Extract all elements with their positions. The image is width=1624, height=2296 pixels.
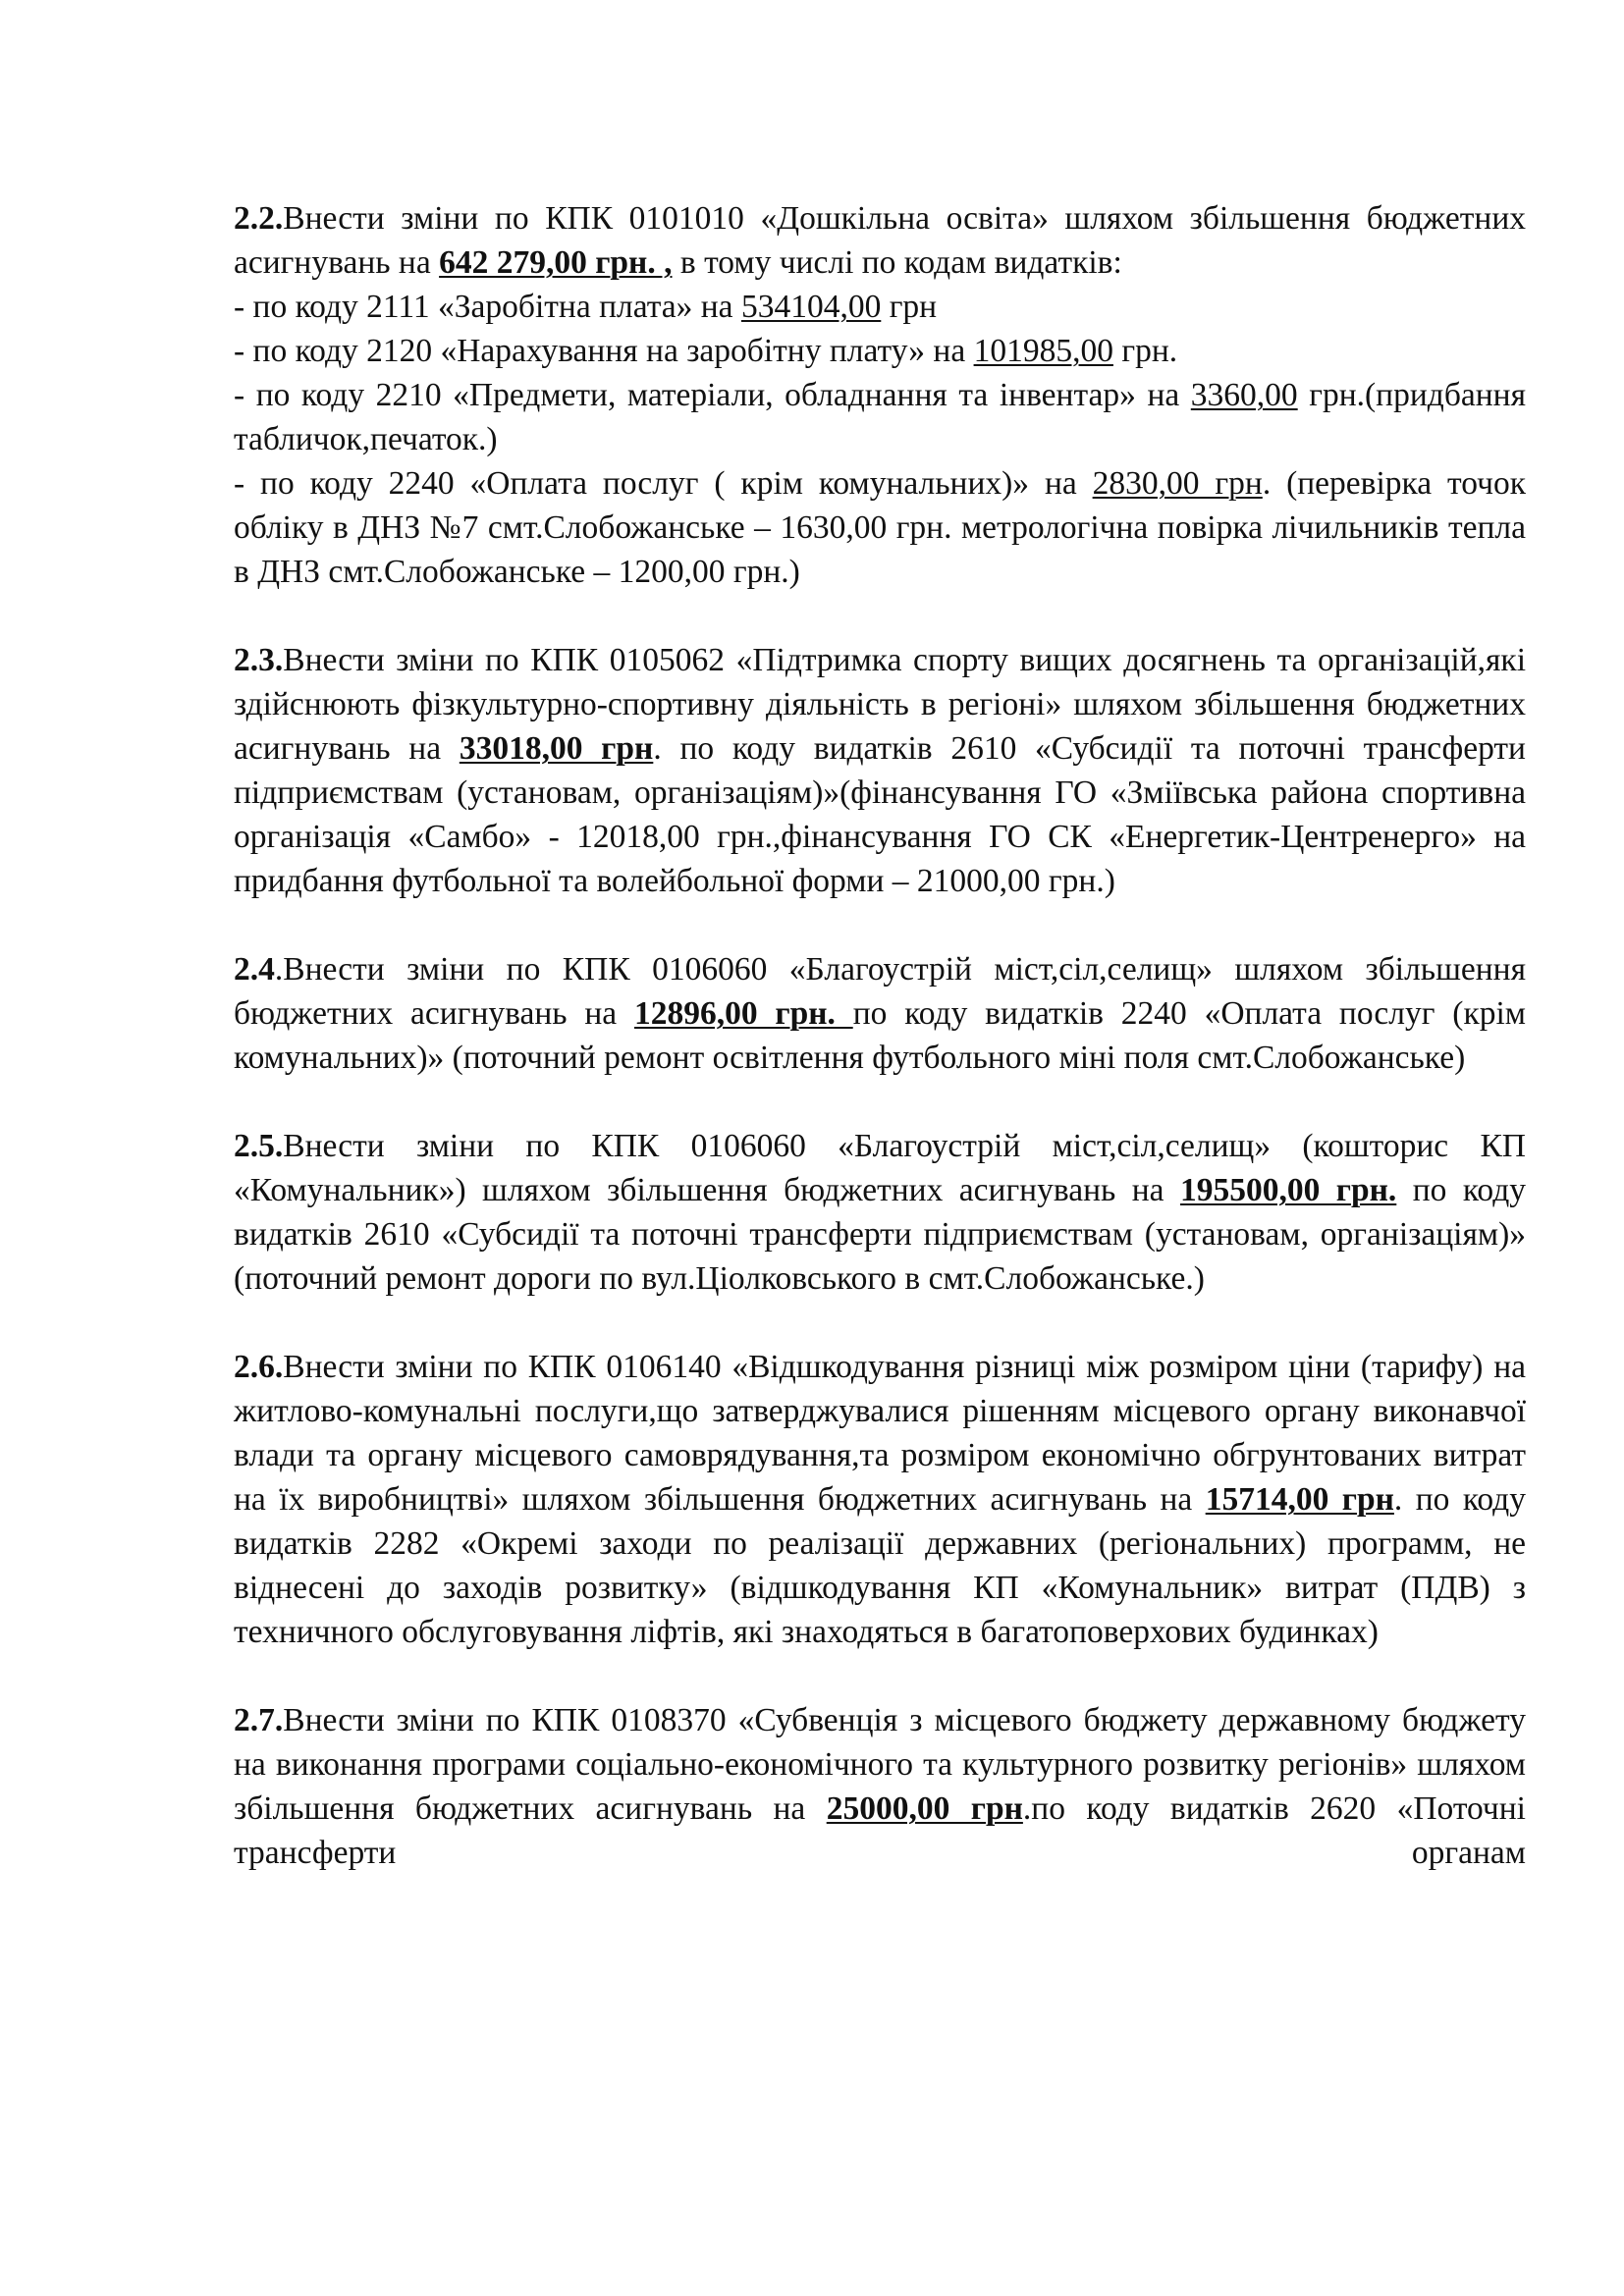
amount: 33018,00 грн <box>459 730 654 767</box>
section-number: 2.6. <box>234 1349 284 1385</box>
text: . по коду видатків 2282 «Окремі заходи по реалізації державних (регіональних) программ, не віднесені до заходів розвитку» (відшкодування КП «Комунальник» витрат (ПДВ) з техничного обслуговування ліфтів, які знаходяться в багатоповерхових будинках) <box>234 1481 1526 1650</box>
text: по коду видатків 2610 «Субсидії та поточні трансферти підприємствам (установам, організаціям)» (поточний ремонт дороги по вул.Ціолковського в смт.Слобожанське.) <box>234 1172 1526 1297</box>
expense-line-2120 <box>234 329 1526 373</box>
text: Внести зміни по КПК 0108370 «Субвенція з місцевого бюджету державному бюджету на виконання програми соціально-економічного та культурного розвитку регіонів» шляхом збільшення бюджетних асигнувань на <box>234 1702 1526 1827</box>
amount: 101985,00 <box>973 333 1113 369</box>
section-number: 2.2. <box>234 200 284 237</box>
section-2-3 <box>234 638 1526 903</box>
text: в тому числі по кодам видатків: <box>672 244 1122 281</box>
text: - по коду 2240 «Оплата послуг ( крім комунальних)» на <box>234 465 1093 502</box>
section-2-2-intro <box>234 196 1526 285</box>
amount: 534104,00 <box>740 289 882 325</box>
text: Внести зміни по КПК 0106060 «Благоустрій міст,сіл,селищ» (кошторис КП «Комунальник») шляхом збільшення бюджетних асигнувань на <box>234 1128 1526 1208</box>
expense-line-2210 <box>234 373 1526 461</box>
section-number: 2.7. <box>234 1702 284 1738</box>
section-number: 2.4 <box>234 951 275 988</box>
section-2-7-text <box>234 1698 1526 1875</box>
section-2-2 <box>234 196 1526 594</box>
amount: 642 279,00 грн. , <box>439 244 673 281</box>
amount: 25000,00 грн <box>826 1790 1023 1827</box>
section-number: 2.5. <box>234 1128 284 1164</box>
text: Внести зміни по КПК 0101010 «Дошкільна освіта» шляхом збільшення бюджетних асигнувань на <box>234 200 1526 281</box>
section-2-3-text <box>234 638 1526 903</box>
expense-line-2240 <box>234 461 1526 594</box>
section-2-6 <box>234 1345 1526 1654</box>
section-2-4 <box>234 947 1526 1080</box>
section-2-5 <box>234 1124 1526 1301</box>
document-page <box>234 196 1526 1875</box>
section-number: 2.3. <box>234 642 284 678</box>
text: Внести зміни по КПК 0105062 «Підтримка спорту вищих досягнень та організацій,які здійснюють фізкультурно-спортивну діяльність в регіоні» шляхом збільшення бюджетних асигнувань на <box>234 642 1526 767</box>
text: грн.(придбання табличок,печаток.) <box>234 377 1526 457</box>
text: по коду видатків 2240 «Оплата послуг (крім комунальних)» (поточний ремонт освітлення футбольного міні поля смт.Слобожанське) <box>234 995 1526 1076</box>
amount: 195500,00 грн. <box>1179 1172 1397 1208</box>
section-2-7 <box>234 1698 1526 1875</box>
text: - по коду 2210 «Предмети, матеріали, обладнання та інвентар» на <box>234 377 1191 413</box>
text: - по коду 2120 «Нарахування на заробітну плату» на <box>234 333 974 369</box>
text: . по коду видатків 2610 «Субсидії та поточні трансферти підприємствам (установам, організаціям)»(фінансування ГО «Зміївська района спортивна організація «Самбо» - 12018,00 грн.,фінансування ГО СК «Енергетик-Центренерго» на придбання футбольної та волейбольної форми – 21000,00 грн.) <box>234 730 1526 899</box>
amount: 3360,00 <box>1190 377 1298 413</box>
section-2-4-text <box>234 947 1526 1080</box>
amount: 15714,00 грн <box>1205 1481 1394 1518</box>
expense-line-2111 <box>234 285 1526 329</box>
text: .по коду видатків 2620 «Поточні трансферти органам <box>234 1790 1526 1871</box>
amount: 12896,00 грн. <box>633 995 853 1032</box>
text: грн <box>881 289 938 325</box>
section-2-5-text <box>234 1124 1526 1301</box>
text: - по коду 2111 «Заробітна плата» на <box>234 289 741 325</box>
amount: 2830,00 грн <box>1092 465 1263 502</box>
text: .Внести зміни по КПК 0106060 «Благоустрій міст,сіл,селищ» шляхом збільшення бюджетних асигнувань на <box>234 951 1526 1032</box>
text: . (перевірка точок обліку в ДНЗ №7 смт.Слобожанське – 1630,00 грн. метрологічна повірка лічильників тепла в ДНЗ смт.Слобожанське – 1200,00 грн.) <box>234 465 1526 590</box>
text: Внести зміни по КПК 0106140 «Відшкодування різниці між розміром ціни (тарифу) на житлово-комунальні послуги,що затверджувалися рішенням місцевого органу виконавчої влади та органу місцевого самоврядування,та розміром економічно обгрунтованих витрат на їх виробництві» шляхом збільшення бюджетних асигнувань на <box>234 1349 1526 1518</box>
text: грн. <box>1112 333 1178 369</box>
section-2-6-text <box>234 1345 1526 1654</box>
